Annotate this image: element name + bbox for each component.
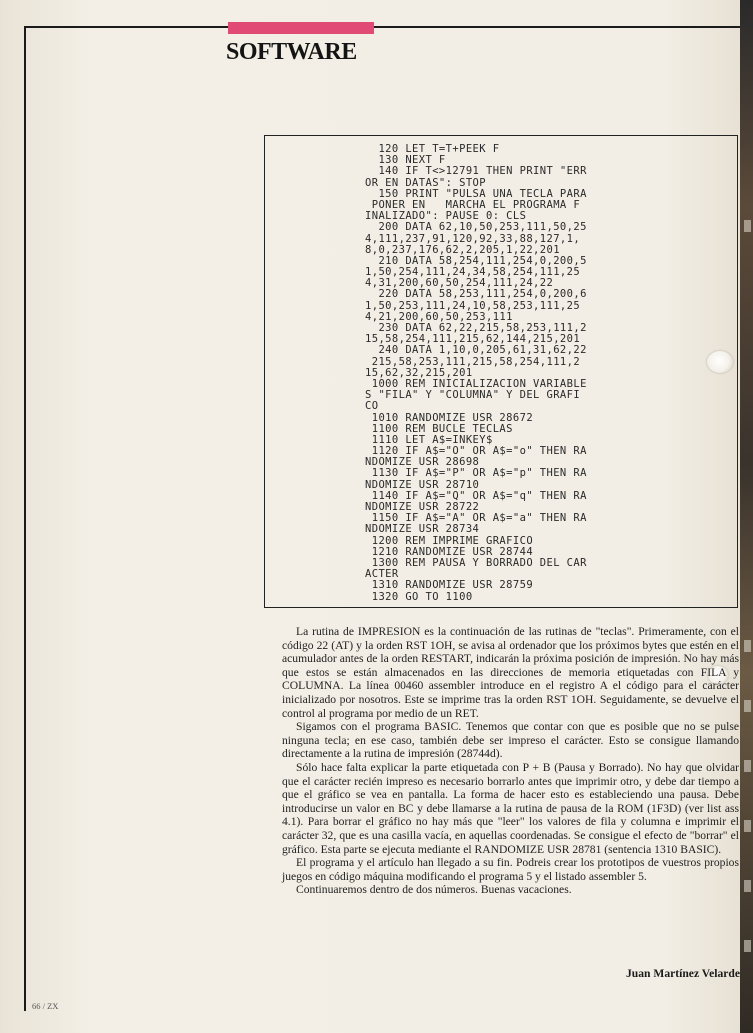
code-line: 1120 IF A$="O" OR A$="o" THEN RA: [365, 445, 587, 458]
code-line: 130 NEXT F: [365, 154, 446, 167]
code-line: 1320 GO TO 1100: [365, 590, 473, 603]
top-rule: [24, 26, 740, 28]
author-byline: Juan Martínez Velarde: [626, 967, 740, 980]
code-line: 200 DATA 62,10,50,253,111,50,25: [365, 221, 587, 234]
code-line: NDOMIZE USR 28722: [365, 501, 480, 513]
edge-mark: [744, 940, 751, 952]
edge-mark: [744, 820, 751, 832]
code-line: PONER EN MARCHA EL PROGRAMA F: [365, 198, 581, 211]
code-line: 1,50,253,111,24,10,58,253,111,25: [365, 299, 581, 312]
code-line: 1,50,254,111,24,34,58,254,111,25: [365, 266, 581, 279]
code-line: 1010 RANDOMIZE USR 28672: [365, 411, 534, 424]
code-line: 1300 REM PAUSA Y BORRADO DEL CAR: [365, 556, 587, 569]
article-body: [282, 625, 739, 897]
code-line: 15,62,32,215,201: [365, 366, 473, 379]
edge-mark: [744, 640, 751, 652]
code-line: 1140 IF A$="Q" OR A$="q" THEN RA: [365, 489, 587, 502]
code-line: 1210 RANDOMIZE USR 28744: [365, 545, 534, 558]
code-line: 1200 REM IMPRIME GRAFICO: [365, 534, 534, 547]
article-paragraph: El programa y el artículo han llegado a su fin. Podreis crear los prototipos de vuestros propios juegos en código máquina modificando el programa 5 y el listado assembler 5.: [282, 856, 739, 883]
article-paragraph: La rutina de IMPRESION es la continuación de las rutinas de "teclas". Primeramente, con el código 22 (AT) y la orden RST 1OH, se avisa al ordenador que los próximos bytes que estén en el acumulador antes de la orden RESTART, indicarán la próxima posición de impresión. No hay más que estos se están almacenados en las direcciones de memoria etiquetadas con FILA y COLUMNA. La línea 00460 assembler introduce en el registro A el código para el carácter inicializado por nosotros. Este se imprime tras la orden RST 1OH. Seguidamente, se devuelve el control al programa por medio de un RET.: [282, 625, 739, 720]
code-line: 220 DATA 58,253,111,254,0,200,6: [365, 288, 587, 301]
article-paragraph: Sigamos con el programa BASIC. Tenemos que contar con que es posible que no se pulse ninguna tecla; en ese caso, también debe ser impreso el carácter. Esto se consigue llamando directamente a la rutina de impresión (28744d).: [282, 720, 739, 761]
code-line: S "FILA" Y "COLUMNA" Y DEL GRAFI: [365, 389, 581, 402]
code-line: 1130 IF A$="P" OR A$="p" THEN RA: [365, 467, 587, 480]
left-rule: [24, 26, 26, 1011]
code-line: 4,111,237,91,120,92,33,88,127,1,: [365, 232, 581, 245]
code-line: 15,58,254,111,215,62,144,215,201: [365, 333, 581, 346]
code-line: 210 DATA 58,254,111,254,0,200,5: [365, 254, 587, 267]
edge-mark: [744, 760, 751, 772]
code-line: 240 DATA 1,10,0,205,61,31,62,22: [365, 344, 587, 357]
edge-mark: [744, 880, 751, 892]
page-folio: 66 / ZX: [32, 1001, 59, 1011]
punch-hole: [707, 351, 733, 373]
article-paragraph: Sólo hace falta explicar la parte etiquetada con P + B (Pausa y Borrado). No hay que olvidar que el carácter recién impreso es necesario borrarlo antes que imprimir otro, y debe dar tiempo a que el gráfico se vea en pantalla. La forma de hacer esto es estableciendo una pausa. Debe introducirse un valor en BC y debe llamarse a la rutina de pausa de la ROM (1F3D) (ver list ass 4.1). Para borrar el gráfico no hay más que "leer" los valores de fila y columna e imprimir el carácter 32, que es una casilla vacía, en aquellas coordenadas. Se consigue el efecto de "borrar" el gráfico. Esta parte se ejecuta mediante el RANDOMIZE USR 28781 (sentencia 1310 BASIC).: [282, 760, 739, 856]
edge-mark: [744, 700, 751, 712]
code-line: 4,21,200,60,50,253,111: [365, 310, 513, 323]
code-line: 150 PRINT "PULSA UNA TECLA PARA: [365, 187, 587, 200]
adjacent-page-edge: [740, 0, 753, 1033]
code-line: NDOMIZE USR 28734: [365, 523, 480, 536]
code-line: CO: [365, 400, 379, 413]
code-line: INALIZADO": PAUSE 0: CLS: [365, 210, 527, 223]
code-line: 1110 LET A$=INKEY$: [365, 433, 493, 446]
article-paragraph: Continuaremos dentro de dos números. Buenas vacaciones.: [296, 883, 572, 897]
edge-mark: [744, 220, 751, 232]
code-line: 4,31,200,60,50,254,111,24,22: [365, 277, 554, 290]
code-line: 1310 RANDOMIZE USR 28759: [365, 579, 534, 592]
code-line: 1150 IF A$="A" OR A$="a" THEN RA: [365, 512, 587, 525]
basic-listing: [365, 144, 655, 603]
code-line: 1100 REM BUCLE TECLAS: [365, 422, 513, 435]
code-line: 120 LET T=T+PEEK F: [365, 143, 500, 155]
code-line: 8,0,237,176,62,2,205,1,22,201: [365, 243, 560, 256]
code-line: 1000 REM INICIALIZACION VARIABLE: [365, 377, 587, 390]
code-line: NDOMIZE USR 28710: [365, 478, 480, 491]
code-line: 140 IF T<>12791 THEN PRINT "ERR: [365, 165, 587, 178]
code-line: 215,58,253,111,215,58,254,111,2: [365, 355, 581, 368]
section-title: SOFTWARE: [226, 39, 357, 65]
code-line: OR EN DATAS": STOP: [365, 176, 486, 189]
code-line: 230 DATA 62,22,215,58,253,111,2: [365, 322, 587, 334]
code-line: NDOMIZE USR 28698: [365, 456, 480, 469]
code-line: ACTER: [365, 568, 399, 581]
section-accent-bar: [228, 22, 374, 34]
